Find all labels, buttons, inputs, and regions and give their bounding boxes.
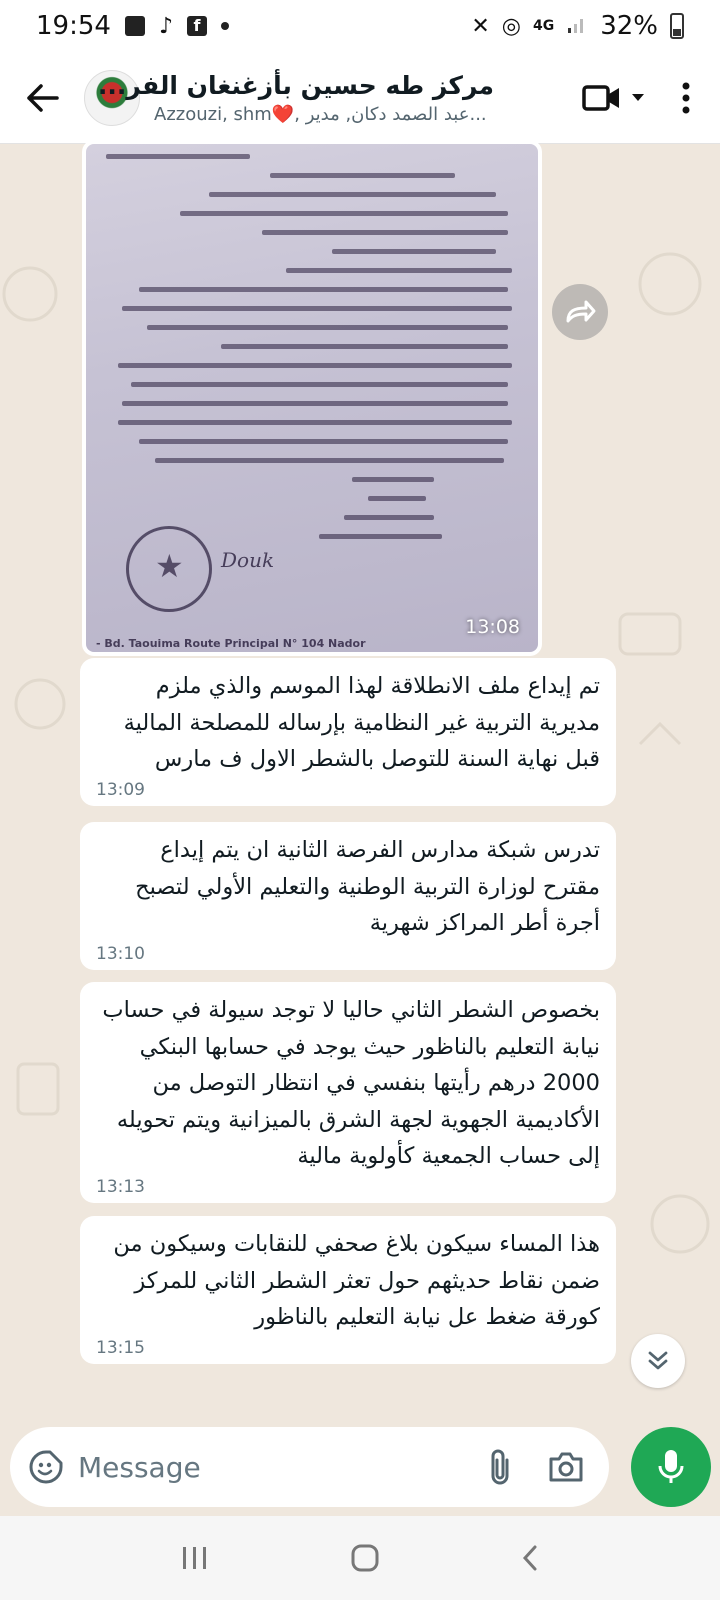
back-nav-icon[interactable] <box>520 1543 540 1573</box>
sticker-icon[interactable] <box>28 1449 64 1485</box>
back-button[interactable] <box>0 52 84 144</box>
forward-icon <box>564 299 596 325</box>
caret-down-icon <box>630 92 646 104</box>
hotspot-icon: ◎ <box>501 13 521 39</box>
message-text: هذا المساء سيكون بلاغ صحفي للنقابات وسيكون من ضمن نقاط حديثهم حول تعثر الشطر الثاني للمركز كورقة ضغط عل نيابة التعليم بالناظور <box>113 1231 600 1330</box>
message-bubble[interactable] <box>80 658 616 806</box>
message-timestamp: 13:15 <box>96 1337 145 1358</box>
paperclip-icon[interactable] <box>487 1448 513 1486</box>
more-vertical-icon <box>681 82 691 114</box>
camera-icon[interactable] <box>547 1451 585 1483</box>
image-message[interactable] <box>82 140 542 656</box>
chat-header <box>0 52 720 144</box>
more-options-button[interactable] <box>666 82 706 114</box>
mute-icon: ✕ <box>471 13 490 39</box>
tiktok-icon: ♪ <box>158 13 173 39</box>
chat-title: مركز طه حسين بأزغنغان الفر... <box>97 70 494 100</box>
microphone-icon <box>658 1448 684 1486</box>
signature: Douk <box>221 548 275 572</box>
message-bubble[interactable] <box>80 1216 616 1364</box>
message-composer <box>10 1427 609 1507</box>
message-text: تم إيداع ملف الانطلاقة لهذا الموسم والذي ملزم مديرية التربية غير النظامية بإرساله للمصلحة المالية قبل نهاية السنة للتوصل بالشطر الاول ف مارس <box>123 673 600 772</box>
chat-title-block[interactable] <box>97 70 494 125</box>
voice-message-button[interactable] <box>631 1427 711 1507</box>
message-timestamp: 13:09 <box>96 779 145 800</box>
home-icon[interactable] <box>350 1543 380 1573</box>
document-footer: - Bd. Taouima Route Principal N° 104 Nador <box>96 637 366 650</box>
image-timestamp: 13:08 <box>465 616 520 638</box>
scroll-to-bottom-button[interactable] <box>631 1334 685 1388</box>
message-bubble[interactable] <box>80 822 616 970</box>
message-text: تدرس شبكة مدارس الفرصة الثانية ان يتم إيداع مقترح لوزارة التربية الوطنية والتعليم الأولي لتصبح أجرة أطر المراكز شهرية <box>135 837 600 936</box>
gallery-icon <box>125 16 145 36</box>
message-timestamp: 13:10 <box>96 943 145 964</box>
message-text: بخصوص الشطر الثاني حاليا لا توجد سيولة في حساب نيابة التعليم بالناظور حيث يوجد في حسابها البنكي 2000 درهم رأيتها بنفسي في انتظار التوصل من الأكاديمية الجهوية لجهة الشرق بالميزانية ويتم تحويله إلى حساب الجمعية كأولوية مالية <box>102 997 600 1169</box>
system-navigation-bar <box>0 1516 720 1600</box>
status-bar <box>0 0 720 52</box>
arrow-left-icon <box>25 83 59 113</box>
battery-percent: 32% <box>600 11 658 41</box>
network-label: 4G <box>532 18 555 34</box>
official-stamp <box>126 526 212 612</box>
signal-icon <box>566 11 588 41</box>
video-camera-icon <box>582 83 622 113</box>
document-photo[interactable] <box>86 144 538 652</box>
video-call-button[interactable] <box>574 75 654 121</box>
message-input[interactable] <box>78 1451 428 1484</box>
battery-icon <box>670 13 684 39</box>
status-time: 19:54 <box>36 11 111 41</box>
message-bubble[interactable] <box>80 982 616 1203</box>
notification-dot-icon <box>221 22 229 30</box>
recent-apps-icon[interactable] <box>180 1545 210 1571</box>
double-chevron-down-icon <box>646 1349 670 1373</box>
chat-participants: Azzouzi, shm❤️, عبد الصمد دكان, مدير... <box>154 103 487 125</box>
forward-button[interactable] <box>552 284 608 340</box>
message-timestamp: 13:13 <box>96 1176 145 1197</box>
facebook-icon: f <box>187 16 207 36</box>
